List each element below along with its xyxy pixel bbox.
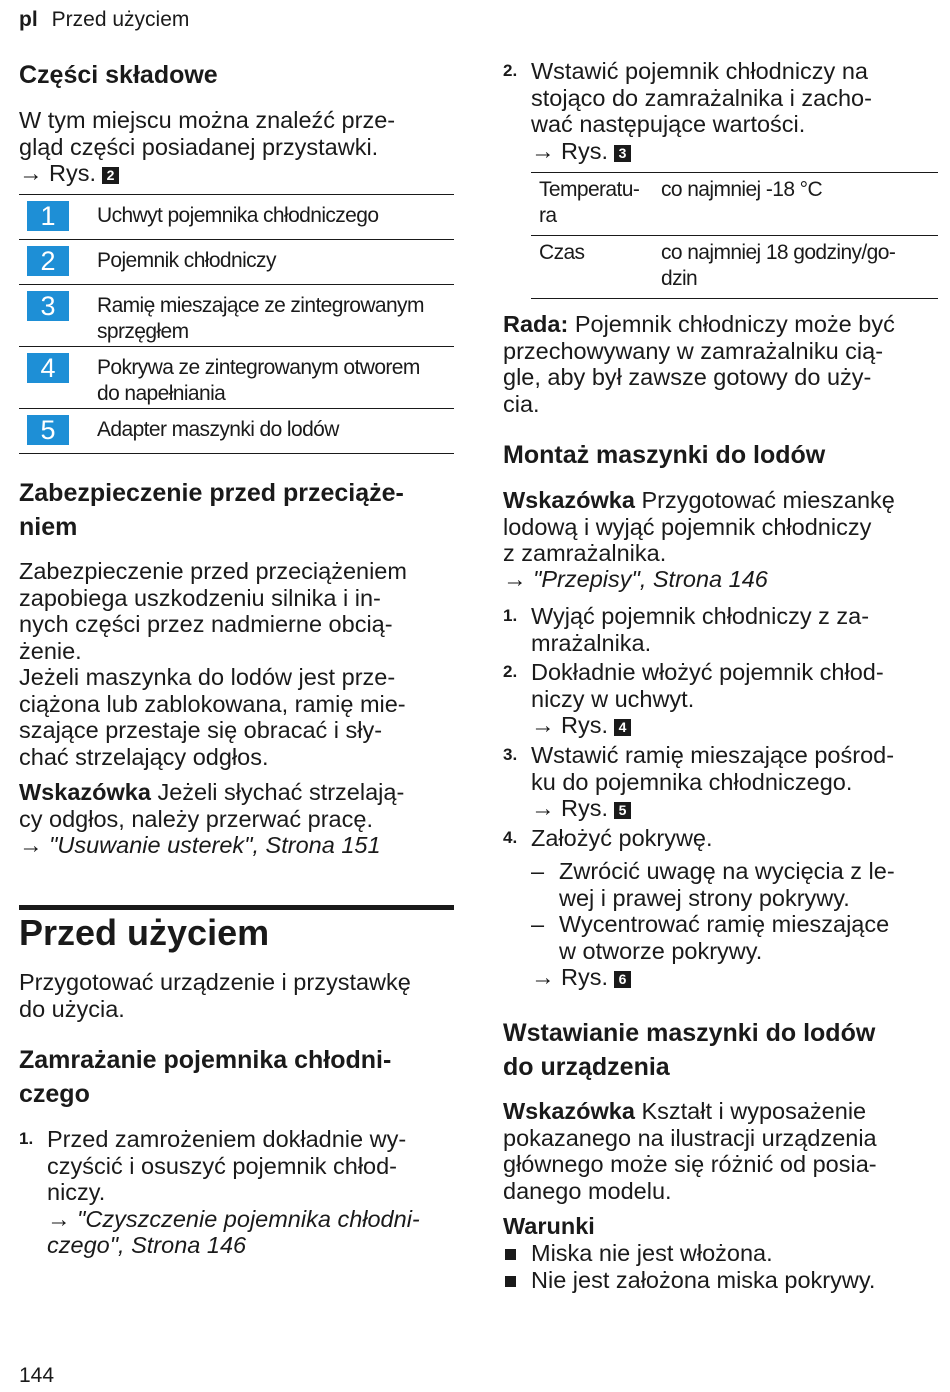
bullet-text: Miska nie jest włożona. (531, 1240, 773, 1266)
wstawianie-note (503, 1098, 938, 1204)
step-item (503, 742, 938, 822)
note-text: Przygotować mieszankę lodową i wyjąć pojemnik chłodniczy z zamrażalnika. (503, 487, 895, 566)
parts-table (19, 194, 454, 454)
substep-item (531, 911, 938, 964)
figure-ref (531, 712, 938, 739)
usterki-link[interactable]: → "Usuwanie usterek", Strona 151 (19, 832, 381, 858)
part-label: Ramię mieszające ze zintegrowanym sprzęgłem (97, 294, 424, 343)
step-number: 1. (503, 606, 518, 625)
condition-key: Temperatu- ra (539, 178, 640, 227)
zabezpieczenie-text: Zabezpieczenie przed przeciążeniem zapobiega uszkodzeniu silnika i in- nych części przez nadmierne obcią- żenie. Jeżeli maszynka do lodów jest prze- ciążona lub zablokowana, ramię mie- szające przestaje się obracać i sły- chać strzelający odgłos. (19, 558, 407, 770)
substep-text: Wycentrować ramię mieszające w otworze pokrywy. (559, 911, 890, 964)
parts-row (19, 285, 454, 347)
part-label: Pokrywa ze zintegrowanym otworem do napełniania (97, 356, 420, 405)
figure-number-badge: 6 (614, 971, 631, 988)
figure-ref-text: → Rys. (19, 160, 97, 186)
note-label: Wskazówka (503, 1098, 635, 1124)
step-item (503, 58, 938, 164)
part-label: Uchwyt pojemnika chłodniczego (97, 204, 379, 227)
figure-ref (531, 964, 950, 991)
parts-row (19, 347, 454, 409)
condition-row (531, 236, 938, 299)
condition-row (531, 173, 938, 236)
figure-ref (531, 795, 938, 822)
figure-number-badge: 2 (102, 167, 119, 184)
figure-ref-text: → Rys. (531, 795, 609, 821)
step-text: Założyć pokrywę. (531, 825, 713, 851)
figure-ref-text: → Rys. (531, 137, 609, 164)
page-header (19, 8, 189, 32)
chapter-title: Przed użyciem (19, 912, 270, 953)
tip-label: Rada: (503, 311, 569, 337)
parts-row (19, 195, 454, 240)
step-text: Wyjąć pojemnik chłodniczy z za- mrażalnika. (531, 603, 870, 656)
part-number-badge: 3 (27, 291, 69, 321)
section-divider (19, 905, 454, 910)
step-number: 1. (19, 1129, 34, 1148)
part-label: Pojemnik chłodniczy (97, 249, 276, 272)
bullet-square-icon (505, 1276, 516, 1287)
dash-mark: – (531, 858, 545, 884)
conditions-heading: Warunki (503, 1213, 595, 1239)
section-heading-wstawianie: Wstawianie maszynki do lodów do urządzenia (503, 1019, 876, 1081)
tip-paragraph (503, 311, 938, 417)
condition-value: co najmniej -18 °C (661, 178, 823, 201)
figure-ref-text: → Rys. (531, 964, 609, 990)
step-number: 4. (503, 828, 518, 847)
step-item (503, 603, 938, 656)
part-number-badge: 5 (27, 415, 69, 445)
condition-key: Czas (539, 241, 585, 264)
step-item (19, 1126, 454, 1259)
condition-value: co najmniej 18 godziny/go- dzin (661, 241, 896, 290)
bullet-text: Nie jest założona miska pokrywy. (531, 1267, 876, 1293)
figure-number-badge: 4 (614, 719, 631, 736)
header-title: Przed użyciem (51, 8, 190, 31)
note-label: Wskazówka (503, 487, 635, 513)
parts-row (19, 240, 454, 285)
step-text: Wstawić ramię mieszające pośrod- ku do pojemnika chłodniczego. (531, 742, 895, 795)
bullet-square-icon (505, 1249, 516, 1260)
figure-number-badge: 3 (614, 145, 631, 162)
language-code: pl (19, 8, 38, 31)
step-text: Wstawić pojemnik chłodniczy na stojąco do zamrażalnika i zacho- wać następujące wartości. (531, 58, 872, 137)
section-heading-zabezpieczenie: Zabezpieczenie przed przeciąże- niem (19, 479, 404, 541)
section-heading-montaz: Montaż maszynki do lodów (503, 441, 826, 469)
part-number-badge: 1 (27, 201, 69, 231)
note-label: Wskazówka (19, 779, 151, 805)
figure-number-badge: 5 (614, 802, 631, 819)
condition-bullet (503, 1267, 938, 1294)
substep-item (531, 858, 938, 911)
czesci-figure-ref (19, 160, 454, 187)
przed-intro: Przygotować urządzenie i przystawkę do użycia. (19, 969, 411, 1022)
step-number: 2. (503, 662, 518, 681)
czyszczenie-link[interactable]: → "Czyszczenie pojemnika chłodni- czego", Strona 146 (47, 1205, 420, 1258)
section-heading-czesci: Części składowe (19, 61, 218, 89)
figure-ref-text: → Rys. (531, 712, 609, 738)
note-text: Kształt i wyposażenie pokazanego na ilustracji urządzenia głównego może się różnić od posia- danego modelu. (503, 1098, 877, 1204)
condition-bullet (503, 1240, 938, 1267)
tip-text: Pojemnik chłodniczy może być przechowywany w zamrażalniku cią- gle, aby był zawsze gotowy do uży- cia. (503, 311, 895, 417)
part-number-badge: 2 (27, 246, 69, 276)
section-heading-zamrazanie: Zamrażanie pojemnika chłodni- czego (19, 1046, 392, 1108)
dash-mark: – (531, 911, 545, 937)
montaz-note (503, 487, 938, 567)
part-label: Adapter maszynki do lodów (97, 418, 339, 441)
step-text: Dokładnie włożyć pojemnik chłod- niczy w uchwyt. (531, 659, 884, 712)
step-number: 2. (503, 61, 518, 80)
przepisy-link[interactable]: → "Przepisy", Strona 146 (503, 566, 768, 592)
substep-text: Zwrócić uwagę na wycięcia z le- wej i prawej strony pokrywy. (559, 858, 895, 911)
freezing-conditions-table (531, 172, 938, 299)
page-number: 144 (19, 1364, 55, 1387)
part-number-badge: 4 (27, 353, 69, 383)
note-text: Jeżeli słychać strzelają- cy odgłos, należy przerwać pracę. (19, 779, 405, 832)
step-item (503, 659, 938, 739)
step-item (503, 825, 938, 852)
figure-ref (531, 138, 938, 165)
step-text: Przed zamrożeniem dokładnie wy- czyścić i osuszyć pojemnik chłod- niczy. (47, 1126, 407, 1205)
parts-row (19, 409, 454, 454)
czesci-intro: W tym miejscu można znaleźć prze- gląd części posiadanej przystawki. (19, 107, 396, 160)
step-number: 3. (503, 745, 518, 764)
zabezpieczenie-note (19, 779, 454, 832)
